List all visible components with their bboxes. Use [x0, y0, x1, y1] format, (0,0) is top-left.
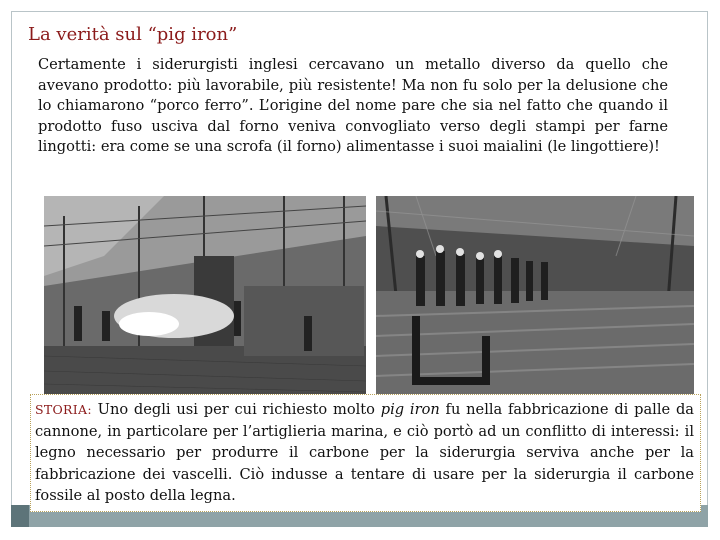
casting-floor-photo — [376, 196, 694, 394]
footer-band-accent — [11, 505, 29, 527]
callout-text-start: Uno degli usi per cui richiesto molto — [91, 401, 381, 418]
history-callout — [30, 394, 701, 512]
body-paragraph: Certamente i siderurgisti inglesi cercavano un metallo diverso da quello che avevano prodotto: più lavorabile, più resistente! Ma non fu solo per la delusione che lo chiamarono “porco ferro”. L’origine del nome pare che sia nel fatto che quando il prodotto fuso usciva dal forno veniva convogliato verso degli stampi per farne lingotti: era come se una scrofa (il forno) alimentasse i suoi maialini (le lingottiere)! — [38, 56, 668, 156]
callout-italic-term: pig iron — [380, 401, 440, 418]
callout-text-end: fu nella fabbricazione di palle da cannone, in particolare per l’artiglieria marina, e ciò portò ad un conflitto di interessi: il legno necessario per produrre il carbone per la siderurgia serviva anche per la fabbricazione dei vascelli. Ciò indusse a tentare di usare per la siderurgia il carbone fossile al posto della legna. — [35, 401, 694, 505]
callout-label: STORIA: — [35, 402, 92, 417]
slide-title: La verità sul “pig iron” — [28, 24, 238, 45]
foundry-engraving-image — [44, 196, 366, 394]
